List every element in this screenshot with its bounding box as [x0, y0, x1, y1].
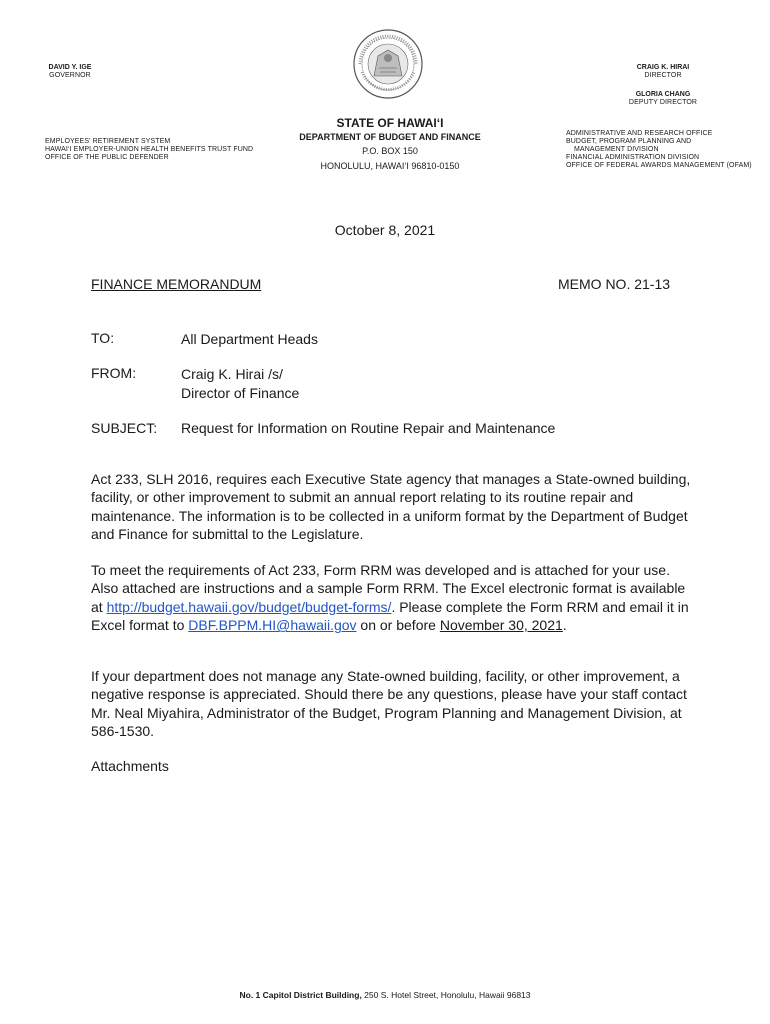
deputy-name: GLORIA CHANG: [635, 91, 691, 98]
right-office-item: FINANCIAL ADMINISTRATION DIVISION: [566, 154, 700, 161]
from-name: Craig K. Hirai /s/: [181, 366, 283, 382]
po-box: P.O. BOX 150: [362, 146, 418, 156]
right-office-item: BUDGET, PROGRAM PLANNING AND: [566, 138, 692, 145]
subject-value: Request for Information on Routine Repair and Maintenance: [181, 420, 556, 436]
governor-title: GOVERNOR: [49, 72, 91, 79]
right-office-item: OFFICE OF FEDERAL AWARDS MANAGEMENT (OFAM): [566, 162, 752, 169]
deputy-title: DEPUTY DIRECTOR: [628, 99, 698, 106]
from-title: Director of Finance: [181, 385, 300, 401]
memo-number: MEMO NO. 21-13: [558, 276, 671, 292]
from-label: FROM:: [91, 365, 137, 381]
footer-building: No. 1 Capitol District Building,: [239, 990, 362, 1000]
paragraph-2-text: To meet the requirements of Act 233, Form RRM was developed and is attached for your use. Also attached are instructions and a sample Form RRM. The Excel electronic format is available at: [91, 562, 686, 615]
paragraph-2-text: on or before: [356, 617, 440, 634]
from-block: [181, 365, 299, 403]
right-office-item: MANAGEMENT DIVISION: [574, 146, 659, 153]
city-line: HONOLULU, HAWAI‘I 96810-0150: [320, 161, 460, 171]
paragraph-3: If your department does not manage any State-owned building, facility, or other improvement, a negative response is appreciated. Should there be any questions, please have your staff contact Mr. Neal Miyahira, Administrator of the Budget, Program Planning and Management Division, at 586-1530.: [91, 668, 687, 740]
governor-block: [45, 64, 95, 80]
left-office-item: EMPLOYEES' RETIREMENT SYSTEM: [45, 138, 171, 145]
deadline-date: November 30, 2021: [439, 617, 563, 634]
memo-date: October 8, 2021: [334, 222, 436, 238]
department-header: [260, 116, 520, 174]
paragraph-2: [91, 561, 691, 635]
left-office-item: HAWAI‘I EMPLOYER-UNION HEALTH BENEFITS TRUST FUND: [45, 146, 254, 153]
director-title: DIRECTOR: [644, 72, 682, 79]
governor-name: DAVID Y. IGE: [48, 64, 92, 71]
attachments-label: Attachments: [91, 758, 169, 774]
footer-street: 250 S. Hotel Street, Honolulu, Hawaii 96813: [361, 990, 531, 1000]
paragraph-2-text: .: [562, 617, 567, 634]
paragraph-1: Act 233, SLH 2016, requires each Executive State agency that manages a State-owned building, facility, or other improvement to submit an annual report relating to its routine repair and maintenance. The information is to be collected in a uniform format by the Department of Budget and Finance for submittal to the Legislature.: [91, 471, 691, 543]
right-offices-list: [566, 130, 752, 170]
to-value: All Department Heads: [181, 331, 318, 347]
budget-forms-link[interactable]: http://budget.hawaii.gov/budget/budget-forms/: [106, 598, 392, 615]
memo-title: FINANCE MEMORANDUM: [91, 276, 262, 292]
state-seal-icon: [352, 28, 424, 100]
director-name: CRAIG K. HIRAI: [636, 64, 690, 71]
left-office-item: OFFICE OF THE PUBLIC DEFENDER: [45, 154, 169, 161]
subject-label: SUBJECT:: [91, 420, 158, 436]
state-name: STATE OF HAWAI‘I: [336, 116, 444, 130]
paragraph-2-text: . Please complete the Form RRM and email it in Excel format to: [91, 598, 689, 634]
left-offices-list: [45, 138, 253, 162]
right-office-item: ADMINISTRATIVE AND RESEARCH OFFICE: [566, 130, 713, 137]
department-name: DEPARTMENT OF BUDGET AND FINANCE: [299, 132, 481, 142]
email-link[interactable]: DBF.BPPM.HI@hawaii.gov: [188, 617, 357, 634]
director-block: [608, 64, 718, 107]
footer-address: [0, 990, 770, 1000]
to-label: TO:: [91, 330, 115, 346]
